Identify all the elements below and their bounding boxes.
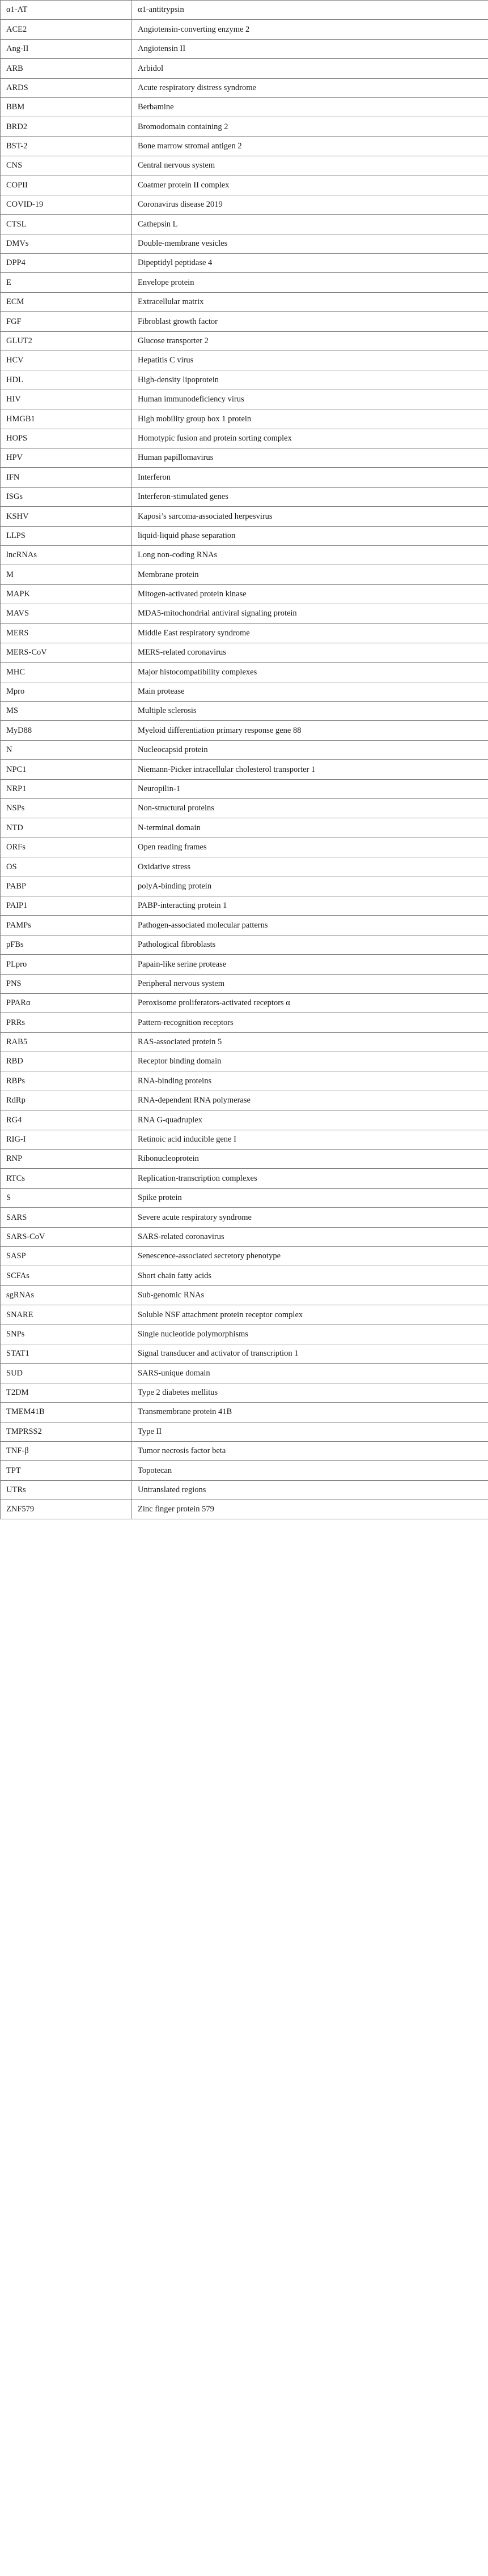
abbreviation-cell: SNPs	[1, 1325, 132, 1344]
abbreviation-cell: RBPs	[1, 1071, 132, 1091]
definition-cell: Coronavirus disease 2019	[132, 195, 488, 214]
table-row	[1, 1480, 488, 1500]
table-row	[1, 1305, 488, 1325]
definition-cell: Type II	[132, 1422, 488, 1441]
table-row	[1, 604, 488, 623]
table-row	[1, 663, 488, 682]
abbreviation-cell: S	[1, 1188, 132, 1207]
abbreviation-cell: RBD	[1, 1052, 132, 1071]
definition-cell: Angiotensin II	[132, 39, 488, 58]
definition-cell: Pattern-recognition receptors	[132, 1013, 488, 1032]
definition-cell: Hepatitis C virus	[132, 351, 488, 370]
abbreviation-cell: E	[1, 273, 132, 292]
table-row	[1, 916, 488, 935]
table-row	[1, 312, 488, 331]
definition-cell: Niemann-Picker intracellular cholesterol transporter 1	[132, 760, 488, 779]
table-row	[1, 643, 488, 662]
table-row	[1, 1130, 488, 1149]
definition-cell: RNA G-quadruplex	[132, 1110, 488, 1130]
definition-cell: Major histocompatibility complexes	[132, 663, 488, 682]
abbreviation-cell: MERS-CoV	[1, 643, 132, 662]
definition-cell: Kaposi’s sarcoma-associated herpesvirus	[132, 507, 488, 526]
definition-cell: Berbamine	[132, 97, 488, 117]
definition-cell: Receptor binding domain	[132, 1052, 488, 1071]
abbreviation-cell: SNARE	[1, 1305, 132, 1325]
definition-cell: Ribonucleoprotein	[132, 1150, 488, 1169]
abbreviation-cell: NPC1	[1, 760, 132, 779]
abbreviation-cell: MAPK	[1, 584, 132, 604]
table-row	[1, 331, 488, 351]
table-row	[1, 1422, 488, 1441]
definition-cell: Mitogen-activated protein kinase	[132, 584, 488, 604]
table-row	[1, 623, 488, 643]
abbreviation-cell: PRRs	[1, 1013, 132, 1032]
table-row	[1, 448, 488, 467]
table-row	[1, 59, 488, 78]
table-row	[1, 1403, 488, 1422]
definition-cell: Untranslated regions	[132, 1480, 488, 1500]
definition-cell: Non-structural proteins	[132, 799, 488, 818]
abbreviation-cell: SARS-CoV	[1, 1227, 132, 1246]
definition-cell: Spike protein	[132, 1188, 488, 1207]
definition-cell: Glucose transporter 2	[132, 331, 488, 351]
abbreviation-cell: ZNF579	[1, 1500, 132, 1519]
definition-cell: Bromodomain containing 2	[132, 117, 488, 136]
abbreviation-cell: PAIP1	[1, 896, 132, 915]
definition-cell: RNA-binding proteins	[132, 1071, 488, 1091]
definition-cell: Oxidative stress	[132, 857, 488, 877]
definition-cell: MERS-related coronavirus	[132, 643, 488, 662]
table-row	[1, 838, 488, 857]
definition-cell: Interferon	[132, 468, 488, 487]
definition-cell: Short chain fatty acids	[132, 1266, 488, 1285]
definition-cell: Main protease	[132, 682, 488, 701]
definition-cell: Angiotensin-converting enzyme 2	[132, 20, 488, 39]
abbreviation-cell: NRP1	[1, 779, 132, 798]
table-row	[1, 682, 488, 701]
definition-cell: Extracellular matrix	[132, 292, 488, 311]
table-row	[1, 1091, 488, 1110]
definition-cell: Homotypic fusion and protein sorting complex	[132, 429, 488, 448]
definition-cell: Myeloid differentiation primary response gene 88	[132, 721, 488, 740]
abbreviation-cell: PAMPs	[1, 916, 132, 935]
table-row	[1, 857, 488, 877]
definition-cell: Human immunodeficiency virus	[132, 390, 488, 409]
table-row	[1, 779, 488, 798]
table-row	[1, 409, 488, 429]
definition-cell: polyA-binding protein	[132, 877, 488, 896]
table-row	[1, 721, 488, 740]
table-row	[1, 195, 488, 214]
definition-cell: Cathepsin L	[132, 215, 488, 234]
abbreviation-cell: DMVs	[1, 234, 132, 253]
table-row	[1, 20, 488, 39]
definition-cell: Type 2 diabetes mellitus	[132, 1383, 488, 1402]
definition-cell: Signal transducer and activator of transcription 1	[132, 1344, 488, 1363]
table-row	[1, 877, 488, 896]
definition-cell: Middle East respiratory syndrome	[132, 623, 488, 643]
definition-cell: Human papillomavirus	[132, 448, 488, 467]
abbreviation-cell: α1-AT	[1, 1, 132, 20]
table-row	[1, 468, 488, 487]
abbreviation-cell: MyD88	[1, 721, 132, 740]
table-row	[1, 1052, 488, 1071]
definition-cell: Severe acute respiratory syndrome	[132, 1208, 488, 1227]
abbreviation-cell: Ang-II	[1, 39, 132, 58]
abbreviation-cell: CTSL	[1, 215, 132, 234]
abbreviation-cell: DPP4	[1, 254, 132, 273]
definition-cell: Bone marrow stromal antigen 2	[132, 136, 488, 156]
table-row	[1, 370, 488, 390]
definition-cell: Pathological fibroblasts	[132, 935, 488, 954]
table-row	[1, 1247, 488, 1266]
definition-cell: Replication-transcription complexes	[132, 1169, 488, 1188]
definition-cell: Dipeptidyl peptidase 4	[132, 254, 488, 273]
definition-cell: Tumor necrosis factor beta	[132, 1441, 488, 1460]
definition-cell: SARS-unique domain	[132, 1364, 488, 1383]
abbreviation-cell: RIG-I	[1, 1130, 132, 1149]
abbreviation-cell: ARDS	[1, 78, 132, 97]
definition-cell: Retinoic acid inducible gene I	[132, 1130, 488, 1149]
definition-cell: MDA5-mitochondrial antiviral signaling protein	[132, 604, 488, 623]
table-row	[1, 507, 488, 526]
abbreviation-cell: SCFAs	[1, 1266, 132, 1285]
table-row	[1, 215, 488, 234]
table-row	[1, 136, 488, 156]
definition-cell: α1-antitrypsin	[132, 1, 488, 20]
definition-cell: N-terminal domain	[132, 818, 488, 838]
abbreviation-cell: MERS	[1, 623, 132, 643]
table-row	[1, 273, 488, 292]
table-row	[1, 487, 488, 506]
definition-cell: Membrane protein	[132, 565, 488, 584]
abbreviation-cell: RG4	[1, 1110, 132, 1130]
table-row	[1, 1208, 488, 1227]
abbreviation-cell: PABP	[1, 877, 132, 896]
abbreviation-cell: TMEM41B	[1, 1403, 132, 1422]
definition-cell: Pathogen-associated molecular patterns	[132, 916, 488, 935]
abbreviation-cell: SASP	[1, 1247, 132, 1266]
definition-cell: Peroxisome proliferators-activated receptors α	[132, 993, 488, 1013]
abbreviation-cell: RNP	[1, 1150, 132, 1169]
abbreviation-cell: TNF-β	[1, 1441, 132, 1460]
abbreviation-cell: KSHV	[1, 507, 132, 526]
abbreviation-cell: NSPs	[1, 799, 132, 818]
abbreviation-cell: UTRs	[1, 1480, 132, 1500]
definition-cell: Envelope protein	[132, 273, 488, 292]
abbreviation-cell: RdRp	[1, 1091, 132, 1110]
definition-cell: RAS-associated protein 5	[132, 1032, 488, 1052]
definition-cell: Double-membrane vesicles	[132, 234, 488, 253]
table-row	[1, 799, 488, 818]
table-row	[1, 760, 488, 779]
abbreviation-cell: PPARα	[1, 993, 132, 1013]
definition-cell: Acute respiratory distress syndrome	[132, 78, 488, 97]
abbreviation-cell: RAB5	[1, 1032, 132, 1052]
table-row	[1, 702, 488, 721]
table-row	[1, 974, 488, 993]
table-row	[1, 1071, 488, 1091]
definition-cell: Single nucleotide polymorphisms	[132, 1325, 488, 1344]
definition-cell: Topotecan	[132, 1461, 488, 1480]
abbreviation-cell: MHC	[1, 663, 132, 682]
abbreviation-cell: SUD	[1, 1364, 132, 1383]
table-row	[1, 97, 488, 117]
definition-cell: Long non-coding RNAs	[132, 545, 488, 565]
table-row	[1, 351, 488, 370]
abbreviation-cell: RTCs	[1, 1169, 132, 1188]
definition-cell: Sub-genomic RNAs	[132, 1285, 488, 1305]
definition-cell: Senescence-associated secretory phenotype	[132, 1247, 488, 1266]
abbreviation-cell: COPII	[1, 176, 132, 195]
definition-cell: liquid-liquid phase separation	[132, 526, 488, 545]
definition-cell: Open reading frames	[132, 838, 488, 857]
definition-cell: Transmembrane protein 41B	[132, 1403, 488, 1422]
table-row	[1, 584, 488, 604]
table-row	[1, 1325, 488, 1344]
abbreviation-cell: GLUT2	[1, 331, 132, 351]
abbreviation-cell: TMPRSS2	[1, 1422, 132, 1441]
abbreviation-cell: ACE2	[1, 20, 132, 39]
abbreviation-cell: COVID-19	[1, 195, 132, 214]
definition-cell: Peripheral nervous system	[132, 974, 488, 993]
abbreviations-table-body	[1, 1, 488, 1519]
abbreviation-cell: PLpro	[1, 955, 132, 974]
table-row	[1, 1013, 488, 1032]
abbreviation-cell: ARB	[1, 59, 132, 78]
table-row	[1, 429, 488, 448]
abbreviation-cell: HIV	[1, 390, 132, 409]
table-row	[1, 1383, 488, 1402]
abbreviation-cell: lncRNAs	[1, 545, 132, 565]
definition-cell: Soluble NSF attachment protein receptor complex	[132, 1305, 488, 1325]
abbreviation-cell: HMGB1	[1, 409, 132, 429]
definition-cell: Zinc finger protein 579	[132, 1500, 488, 1519]
table-row	[1, 1032, 488, 1052]
definition-cell: SARS-related coronavirus	[132, 1227, 488, 1246]
table-row	[1, 1188, 488, 1207]
definition-cell: Neuropilin-1	[132, 779, 488, 798]
definition-cell: Arbidol	[132, 59, 488, 78]
definition-cell: Nucleocapsid protein	[132, 740, 488, 759]
definition-cell: Fibroblast growth factor	[132, 312, 488, 331]
table-row	[1, 156, 488, 176]
abbreviation-cell: T2DM	[1, 1383, 132, 1402]
table-row	[1, 390, 488, 409]
abbreviation-cell: HCV	[1, 351, 132, 370]
definition-cell: Coatmer protein II complex	[132, 176, 488, 195]
table-row	[1, 935, 488, 954]
abbreviation-cell: N	[1, 740, 132, 759]
table-row	[1, 526, 488, 545]
definition-cell: Central nervous system	[132, 156, 488, 176]
table-row	[1, 1110, 488, 1130]
table-row	[1, 234, 488, 253]
abbreviation-cell: BBM	[1, 97, 132, 117]
definition-cell: Interferon-stimulated genes	[132, 487, 488, 506]
table-row	[1, 1500, 488, 1519]
abbreviation-cell: MAVS	[1, 604, 132, 623]
abbreviation-cell: FGF	[1, 312, 132, 331]
abbreviation-cell: OS	[1, 857, 132, 877]
abbreviation-cell: SARS	[1, 1208, 132, 1227]
table-row	[1, 117, 488, 136]
abbreviation-cell: HPV	[1, 448, 132, 467]
abbreviation-cell: MS	[1, 702, 132, 721]
table-row	[1, 545, 488, 565]
abbreviation-cell: NTD	[1, 818, 132, 838]
abbreviation-cell: ORFs	[1, 838, 132, 857]
table-row	[1, 78, 488, 97]
abbreviation-cell: PNS	[1, 974, 132, 993]
abbreviation-cell: sgRNAs	[1, 1285, 132, 1305]
table-row	[1, 818, 488, 838]
table-row	[1, 1364, 488, 1383]
abbreviation-cell: STAT1	[1, 1344, 132, 1363]
definition-cell: PABP-interacting protein 1	[132, 896, 488, 915]
table-row	[1, 1, 488, 20]
table-row	[1, 1285, 488, 1305]
table-row	[1, 993, 488, 1013]
definition-cell: RNA-dependent RNA polymerase	[132, 1091, 488, 1110]
table-row	[1, 1266, 488, 1285]
table-row	[1, 1150, 488, 1169]
abbreviation-cell: HOPS	[1, 429, 132, 448]
table-row	[1, 740, 488, 759]
abbreviation-cell: HDL	[1, 370, 132, 390]
table-row	[1, 1227, 488, 1246]
table-row	[1, 1441, 488, 1460]
abbreviation-cell: BST-2	[1, 136, 132, 156]
abbreviation-cell: ECM	[1, 292, 132, 311]
table-row	[1, 565, 488, 584]
abbreviation-cell: LLPS	[1, 526, 132, 545]
abbreviation-cell: pFBs	[1, 935, 132, 954]
table-row	[1, 292, 488, 311]
table-row	[1, 1169, 488, 1188]
table-row	[1, 1461, 488, 1480]
table-row	[1, 39, 488, 58]
table-row	[1, 176, 488, 195]
table-row	[1, 896, 488, 915]
table-row	[1, 254, 488, 273]
abbreviation-cell: TPT	[1, 1461, 132, 1480]
definition-cell: Papain-like serine protease	[132, 955, 488, 974]
table-row	[1, 955, 488, 974]
definition-cell: High-density lipoprotein	[132, 370, 488, 390]
definition-cell: High mobility group box 1 protein	[132, 409, 488, 429]
table-row	[1, 1344, 488, 1363]
abbreviation-cell: IFN	[1, 468, 132, 487]
abbreviation-cell: ISGs	[1, 487, 132, 506]
abbreviation-cell: CNS	[1, 156, 132, 176]
definition-cell: Multiple sclerosis	[132, 702, 488, 721]
abbreviation-cell: BRD2	[1, 117, 132, 136]
abbreviation-cell: Mpro	[1, 682, 132, 701]
abbreviation-cell: M	[1, 565, 132, 584]
